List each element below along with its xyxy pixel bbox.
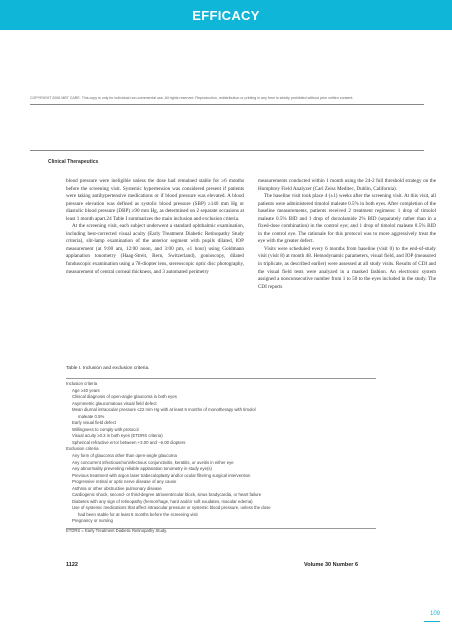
criteria-item: Any form of glaucoma other than open-angle glaucoma <box>72 453 177 459</box>
paragraph: blood pressure were ineligible unless the dose had remained stable for ≥6 months before the screening visit. Systemic hypertension was considered present if patients were taking antihypertensive medications or if blood pressure was elevated. A blood pressure elevation was defined as systolic blood pressure (SBP) ≥140 mm Hg or diastolic blood pressure (DBP) ≥90 mm Hg, as determined on 2 separate occasions at least 1 month apart.24 Table I summarizes the main inclusion and exclusion criteria. <box>66 178 244 222</box>
section-header: Clinical Therapeutics <box>48 159 99 165</box>
table-footnote: ETDRS = Early Treatment Diabetic Retinopathy Study. <box>66 528 168 533</box>
criteria-item: Any concurrent infectious/noninfectious conjunctivitis, keratitis, or uveitis in either eye <box>72 459 234 465</box>
copyright-notice: COPYRIGHT 2006 MBT CARE. This copy is only for individual non-commercial use. All rights reserved. Reproduction, redistribution or printing in any form is strictly prohibited without prior written consent. <box>30 96 354 100</box>
criteria-item: Mean diurnal intraocular pressure ≤22 mm Hg with at least 6 months of monotherapy with timolol <box>72 407 256 413</box>
criteria-item: Pregnancy or nursing <box>72 518 113 524</box>
page-number: 1122 <box>66 562 78 568</box>
section-divider <box>30 150 424 151</box>
criteria-item: Early visual field defect <box>72 420 116 426</box>
criteria-item: Clinical diagnosis of open-angle glaucoma in both eyes <box>72 394 177 400</box>
corner-page-number: 109 <box>429 611 440 617</box>
criteria-item: Diabetes with any sign of retinopathy (hemorrhage, hard and/or soft exudates, macular edema) <box>72 498 253 504</box>
paragraph: Visits were scheduled every 6 months from baseline (visit 0) to the end-of-study visit (visit 8) at month 48. Hemodynamic parameters, visual field, and IOP (measured in triplicate, as described earlier) were assessed at all study visits. Results of CDI and the visual field tests were analyzed in a masked fashion. An electronic system assigned a nonconsecutive number from 1 to 50 to the eyes included in the study. The CDI reports <box>258 245 436 290</box>
criteria-item: Any abnormality preventing reliable applanation tonometry in study eye(s) <box>72 466 212 472</box>
corner-accent-rule <box>424 621 440 622</box>
criteria-item: Asymmetric glaucomatous visual field defect <box>72 400 157 406</box>
paragraph: The baseline visit took place 4 (±1) weeks after the screening visit. At this visit, all patients were administered timolol maleate 0.5% in both eyes. After completion of the baseline measurements, patients received 2 treatment regimens: 1 drop of timolol maleate 0.5% BID and 1 drop of dorzolamide 2% BID (separately rather than in a fixed-dose combination) in the control eye; and 1 drop of timolol maleate 0.5% BID in the control eye. The rationale for this protocol was to more aggressively treat the eye with the greater defect. <box>258 193 436 245</box>
criteria-item: Asthma or other obstructive pulmonary disease <box>72 485 162 491</box>
banner-title: EFFICACY <box>192 7 260 23</box>
section-banner <box>0 0 452 30</box>
top-divider <box>30 104 424 105</box>
left-column <box>66 178 244 276</box>
criteria-group-header: Exclusion criteria <box>66 446 99 452</box>
criteria-group-header: Inclusion criteria <box>66 381 98 386</box>
criteria-item: Willingness to comply with protocol <box>72 426 139 432</box>
criteria-item: Progressive retinal or optic nerve disease of any cause <box>72 479 177 485</box>
criteria-table <box>66 378 376 529</box>
journal-issue: Volume 30 Number 6 <box>304 562 358 568</box>
criteria-item: Use of systemic medications that affect intraocular pressure or systemic blood pressure, unless the dose <box>72 505 271 511</box>
criteria-item: Previous treatment with argon laser trabeculoplasty and/or ocular filtering surgical intervention <box>72 472 251 478</box>
criteria-item: Cardiogenic shock, second- or third-degree atrioventricular block, sinus bradycardia, or heart failure <box>72 492 262 498</box>
right-column <box>258 178 436 291</box>
criteria-item: Age ≥40 years <box>72 387 100 393</box>
criteria-item: had been stable for at least 6 months before the screening visit <box>78 511 198 517</box>
paragraph: At the screening visit, each subject underwent a standard ophthalmic examination, including best-corrected visual acuity (Early Treatment Diabetic Retinopathy Study criteria), slit-lamp examination of the anterior segment with pupils dilated, IOP measurement (at 9:00 am, 12:00 noon, and 3:00 pm, ±1 hour) using Goldmann applanation tonometry (Haag-Streit, Bern, Switzerland), gonioscopy, dilated funduscopic examination using a 78-diopter lens, stereoscopic optic disc photography, measurement of central corneal thickness, and 3 automated perimetry <box>66 223 244 275</box>
criteria-item: maleate 0.5% <box>78 413 105 419</box>
criteria-item: Spherical refractive error between +3.00 and −6.00 diopters <box>72 439 186 445</box>
paragraph: measurements conducted within 1 month using the 24-2 full threshold strategy on the Humphrey Field Analyzer (Carl Zeiss Meditec, Dublin, California). <box>258 178 436 192</box>
table-title: Table I. Inclusion and exclusion criteria. <box>66 366 150 371</box>
criteria-item: Visual acuity ≥0.3 in both eyes (ETDRS criteria) <box>72 433 163 439</box>
